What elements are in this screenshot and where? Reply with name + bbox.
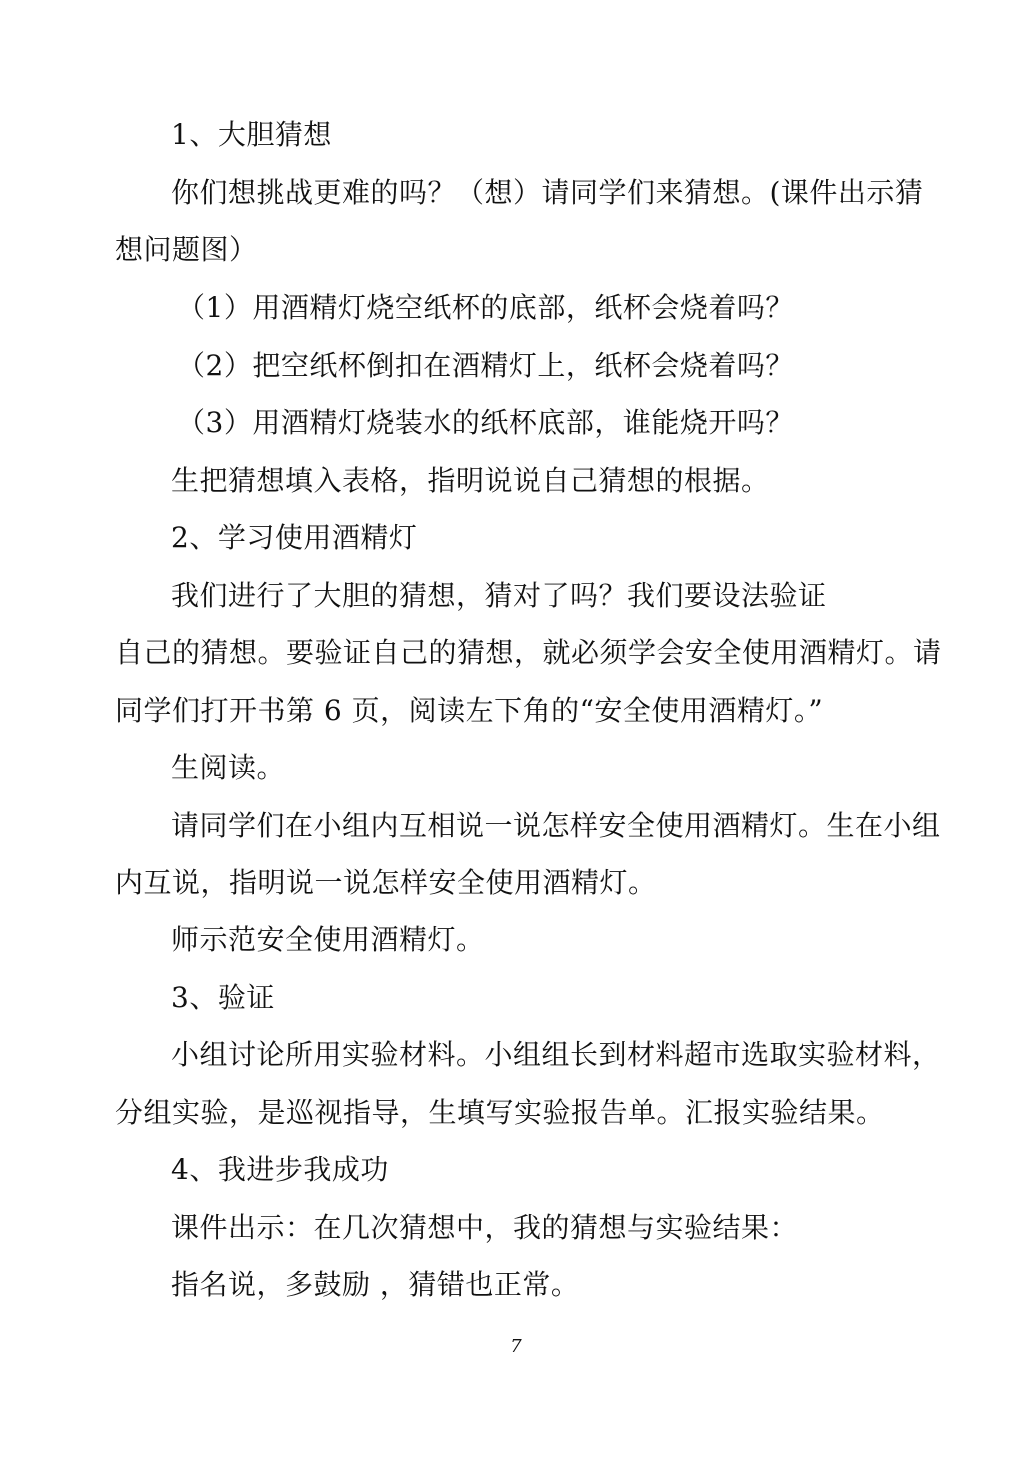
page-number: 7 (510, 1336, 522, 1357)
paragraph-line: 生阅读。 (171, 751, 286, 784)
section-heading-2: 2、学习使用酒精灯 (171, 521, 418, 554)
paragraph-line: 内互说，指明说一说怎样安全使用酒精灯。 (115, 866, 657, 899)
paragraph-line: 想问题图） (115, 233, 258, 266)
section-heading-4: 4、我进步我成功 (171, 1153, 389, 1186)
paragraph-line: 我们进行了大胆的猜想，猜对了吗？我们要设法验证 (171, 579, 827, 612)
section-heading-3: 3、验证 (171, 981, 275, 1014)
question-2: （2）把空纸杯倒扣在酒精灯上，纸杯会烧着吗？ (177, 349, 794, 382)
paragraph-line: 课件出示：在几次猜想中，我的猜想与实验结果： (171, 1211, 799, 1244)
paragraph-line: 自己的猜想。要验证自己的猜想，就必须学会安全使用酒精灯。请 (115, 636, 942, 669)
section-heading-1: 1、大胆猜想 (171, 118, 332, 151)
question-1: （1）用酒精灯烧空纸杯的底部，纸杯会烧着吗？ (177, 291, 794, 324)
paragraph-line: 师示范安全使用酒精灯。 (171, 923, 485, 956)
paragraph-line: 同学们打开书第 6 页，阅读左下角的“安全使用酒精灯。” (115, 694, 824, 727)
paragraph-line: 生把猜想填入表格，指明说说自己猜想的根据。 (171, 464, 770, 497)
paragraph-line: 请同学们在小组内互相说一说怎样安全使用酒精灯。生在小组 (171, 809, 941, 842)
paragraph-line: 你们想挑战更难的吗？（想）请同学们来猜想。(课件出示猜 (171, 176, 924, 209)
paragraph-line: 小组讨论所用实验材料。小组组长到材料超市选取实验材料， (171, 1038, 941, 1071)
paragraph-line: 指名说，多鼓励 ，猜错也正常。 (171, 1268, 580, 1301)
question-3: （3）用酒精灯烧装水的纸杯底部，谁能烧开吗？ (177, 406, 794, 439)
paragraph-line: 分组实验，是巡视指导，生填写实验报告单。汇报实验结果。 (115, 1096, 885, 1129)
